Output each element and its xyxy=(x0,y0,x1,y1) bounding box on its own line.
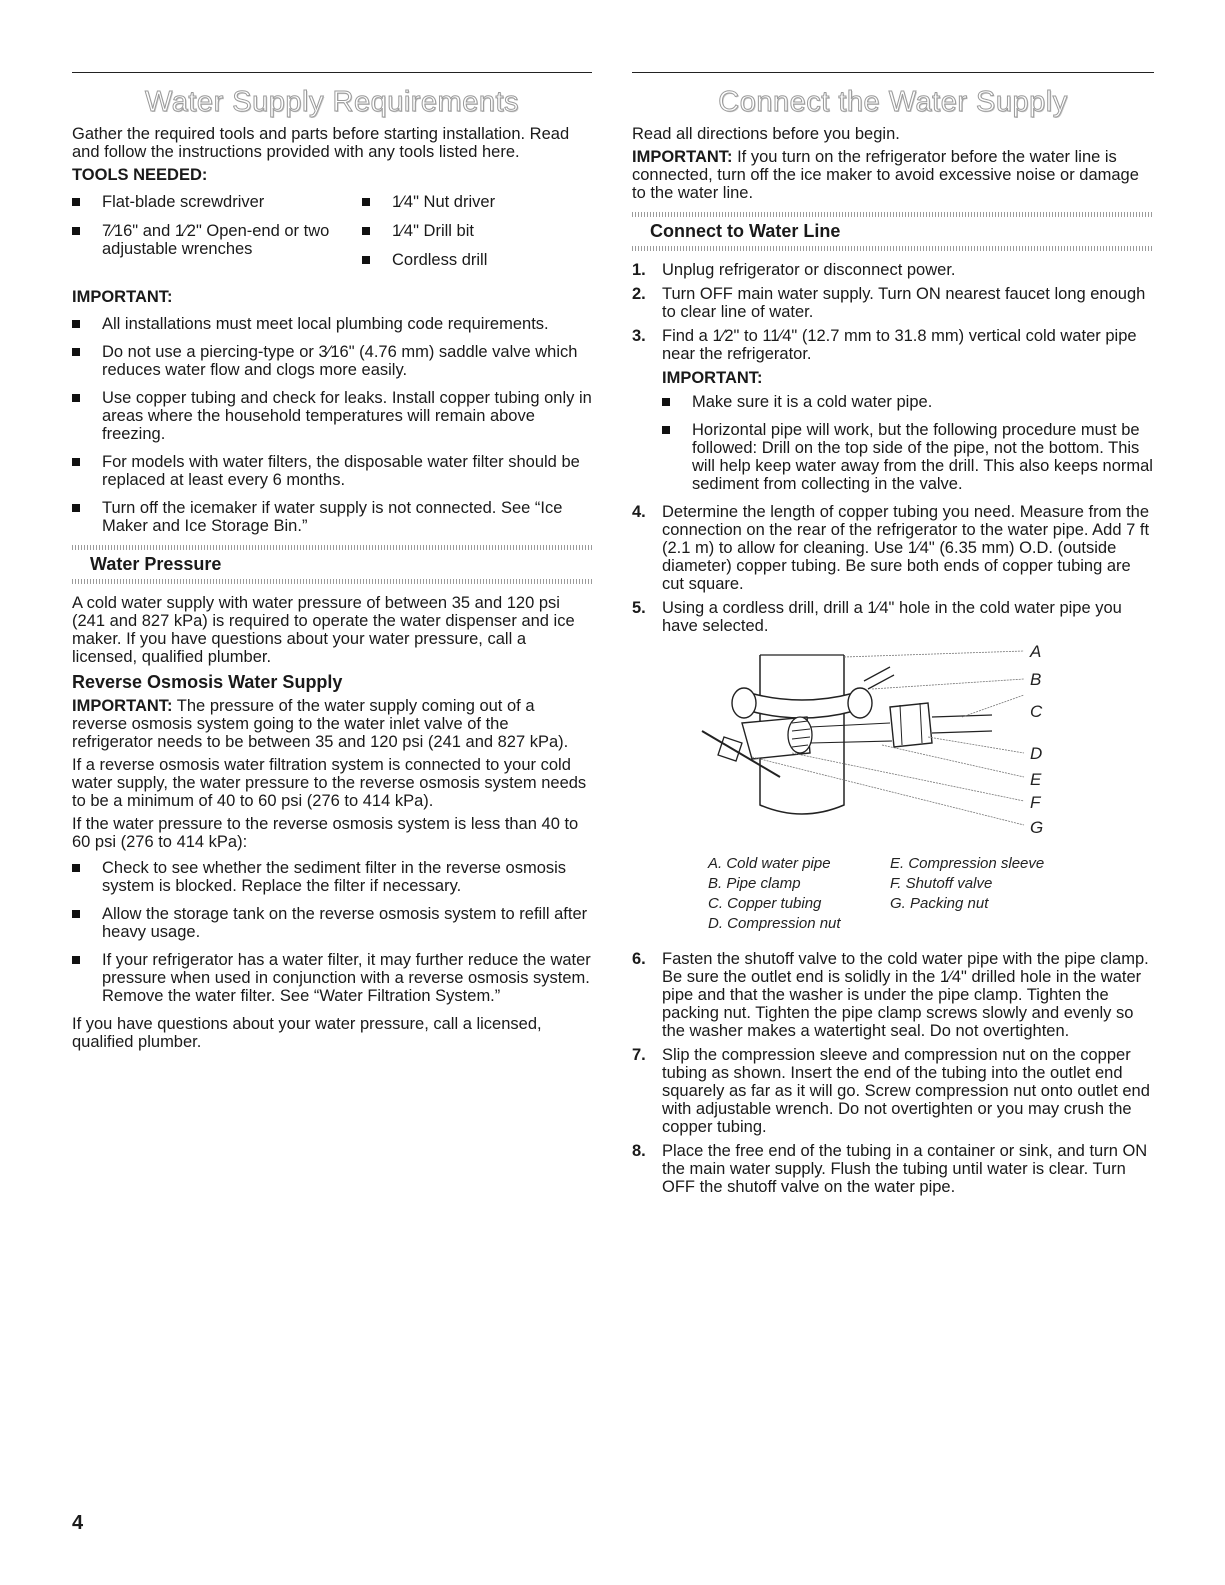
intro-text: Gather the required tools and parts before starting installation. Read and follow the instructions provided with any tools listed here. xyxy=(72,125,570,161)
step-item xyxy=(632,950,1154,1040)
tools-column-2 xyxy=(362,193,582,280)
legend-item: F. Shutoff valve xyxy=(890,875,993,892)
water-pressure-header xyxy=(72,545,592,584)
step-number: 5. xyxy=(632,599,646,617)
step3-item: Horizontal pipe will work, but the following procedure must be followed: Drill on the top side of the pipe, not the bottom. This will help keep water away from the drill. This also keeps normal sediment from collecting in the valve. xyxy=(662,421,1154,493)
diagram-letter-g: G xyxy=(1030,818,1044,837)
tool-item: 1⁄4" Nut driver xyxy=(362,193,582,211)
ro-important-paragraph xyxy=(72,697,592,751)
legend-item: A. Cold water pipe xyxy=(708,855,831,872)
reverse-osmosis-title: Reverse Osmosis Water Supply xyxy=(72,672,343,692)
tool-item: Cordless drill xyxy=(362,251,582,269)
right-important-paragraph xyxy=(632,148,1154,202)
diagram-letter-f: F xyxy=(1030,793,1041,812)
step-text: Place the free end of the tubing in a container or sink, and turn ON the main water supply. Flush the tubing until water is clear. Turn OFF the shutoff valve on the water pipe. xyxy=(662,1142,1148,1196)
right-intro: Read all directions before you begin. xyxy=(632,125,900,143)
diagram-letter-d: D xyxy=(1030,744,1043,763)
tool-item: 7⁄16" and 1⁄2" Open-end or two adjustable wrenches xyxy=(72,222,362,258)
legend-item: B. Pipe clamp xyxy=(708,875,801,892)
diagram-letter-a: A xyxy=(1030,645,1042,661)
important-item: Use copper tubing and check for leaks. Install copper tubing only in areas where the household temperatures will remain above freezing. xyxy=(72,389,592,443)
step-item xyxy=(632,327,1154,493)
step3-item: Make sure it is a cold water pipe. xyxy=(662,393,1154,411)
important-item: For models with water filters, the disposable water filter should be replaced at least every 6 months. xyxy=(72,453,592,489)
diagram-legend xyxy=(708,854,1154,934)
right-important-text: If you turn on the refrigerator before the water line is connected, turn off the ice maker to avoid excessive noise or damage to the water line. xyxy=(632,148,1139,202)
diagram-letter-b: B xyxy=(1030,670,1042,689)
hatch-divider xyxy=(72,579,592,584)
step-number: 6. xyxy=(632,950,646,968)
important-item: Turn off the icemaker if water supply is not connected. See “Ice Maker and Ice Storage Bin.” xyxy=(72,499,592,535)
step-text: Unplug refrigerator or disconnect power. xyxy=(662,261,956,279)
step-item xyxy=(632,285,1154,321)
important-item: Do not use a piercing-type or 3⁄16" (4.76 mm) saddle valve which reduces water flow and clogs more easily. xyxy=(72,343,592,379)
step-item xyxy=(632,599,1154,635)
water-pressure-title: Water Pressure xyxy=(90,554,222,574)
tool-item: Flat-blade screwdriver xyxy=(72,193,362,211)
connect-water-line-header xyxy=(632,212,1154,251)
step3-important-label: IMPORTANT: xyxy=(662,369,763,387)
ro-item: Allow the storage tank on the reverse osmosis system to refill after heavy usage. xyxy=(72,905,592,941)
legend-item: D. Compression nut xyxy=(708,915,841,932)
right-column xyxy=(632,72,1154,1202)
step-item xyxy=(632,1142,1154,1196)
important-label: IMPORTANT: xyxy=(72,288,173,306)
page-number: 4 xyxy=(72,1512,84,1534)
top-rule xyxy=(632,72,1154,73)
diagram-letter-c: C xyxy=(1030,702,1043,721)
diagram-letter-e: E xyxy=(1030,770,1042,789)
ro-paragraph-2: If a reverse osmosis water filtration system is connected to your cold water supply, the water pressure to the reverse osmosis system needs to be a minimum of 40 to 60 psi (276 to 414 kPa). xyxy=(72,756,587,810)
ro-item: Check to see whether the sediment filter in the reverse osmosis system is blocked. Replace the filter if necessary. xyxy=(72,859,592,895)
steps-list-continued xyxy=(632,950,1154,1196)
tools-list xyxy=(72,193,592,280)
ro-important-text: The pressure of the water supply coming out of a reverse osmosis system going to the water inlet valve of the refrigerator needs to be between 35 and 120 psi (241 and 827 kPa). xyxy=(72,697,569,751)
important-list xyxy=(72,315,592,535)
step-text: Slip the compression sleeve and compression nut on the copper tubing as shown. Insert the end of the tubing into the outlet end squarely as far as it will go. Screw compression nut onto outlet end with adjustable wrench. Do not overtighten or you may crush the copper tubing. xyxy=(662,1046,1150,1136)
top-rule xyxy=(72,72,592,73)
tools-column-1 xyxy=(72,193,362,280)
ro-closing: If you have questions about your water pressure, call a licensed, qualified plumber. xyxy=(72,1015,542,1051)
legend-item: G. Packing nut xyxy=(890,895,989,912)
step-item xyxy=(632,261,1154,279)
steps-list xyxy=(632,261,1154,635)
step-number: 8. xyxy=(632,1142,646,1160)
step-text: Fasten the shutoff valve to the cold water pipe with the pipe clamp. Be sure the outlet end is solidly in the 1⁄4" drilled hole in the water pipe and that the washer is under the pipe clamp. Tighten the packing nut. Tighten the pipe clamp screws slowly and evenly so the washer makes a watertight seal. Do not overtighten. xyxy=(662,950,1149,1040)
ro-important-label: IMPORTANT: xyxy=(72,697,173,715)
step-number: 2. xyxy=(632,285,646,303)
step-text: Turn OFF main water supply. Turn ON nearest faucet long enough to clear line of water. xyxy=(662,285,1146,321)
step-number: 1. xyxy=(632,261,646,279)
ro-item: If your refrigerator has a water filter, it may further reduce the water pressure when used in conjunction with a reverse osmosis system. Remove the water filter. See “Water Filtration System.” xyxy=(72,951,592,1005)
legend-item: E. Compression sleeve xyxy=(890,855,1045,872)
step-text: Using a cordless drill, drill a 1⁄4" hole in the cold water pipe you have selected. xyxy=(662,599,1122,635)
section-title-connect-water-supply: Connect the Water Supply xyxy=(718,86,1068,118)
legend-column-2 xyxy=(890,854,1044,934)
ro-list xyxy=(72,859,592,1005)
shutoff-valve-diagram xyxy=(632,645,1154,850)
step-text: Determine the length of copper tubing you need. Measure from the connection on the rear of the refrigerator to the water pipe. Add 7 ft (2.1 m) to allow for cleaning. Use 1⁄4" (6.35 mm) O.D. (outside diameter) copper tubing. Be sure both ends of copper tubing are cut square. xyxy=(662,503,1150,593)
connect-water-line-title: Connect to Water Line xyxy=(650,221,841,241)
step3-important-list xyxy=(662,393,1154,493)
important-item: All installations must meet local plumbing code requirements. xyxy=(72,315,592,333)
hatch-divider xyxy=(632,246,1154,251)
step-number: 3. xyxy=(632,327,646,345)
step-item xyxy=(632,503,1154,593)
section-title-water-supply-requirements: Water Supply Requirements xyxy=(144,86,520,118)
ro-paragraph-3: If the water pressure to the reverse osmosis system is less than 40 to 60 psi (276 to 414 kPa): xyxy=(72,815,579,851)
tool-item: 1⁄4" Drill bit xyxy=(362,222,582,240)
legend-item: C. Copper tubing xyxy=(708,895,822,912)
valve-illustration xyxy=(632,645,1154,850)
step-number: 7. xyxy=(632,1046,646,1064)
water-pressure-text: A cold water supply with water pressure of between 35 and 120 psi (241 and 827 kPa) is required to operate the water dispenser and ice maker. If you have questions about your water pressure, call a licensed, qualified plumber. xyxy=(72,594,575,666)
step-item xyxy=(632,1046,1154,1136)
legend-column-1 xyxy=(708,854,890,934)
tools-label: TOOLS NEEDED: xyxy=(72,166,208,184)
step-number: 4. xyxy=(632,503,646,521)
right-important-label: IMPORTANT: xyxy=(632,148,733,166)
step-text: Find a 1⁄2" to 11⁄4" (12.7 mm to 31.8 mm) vertical cold water pipe near the refrigerator. xyxy=(662,327,1137,363)
left-column xyxy=(72,72,592,1056)
